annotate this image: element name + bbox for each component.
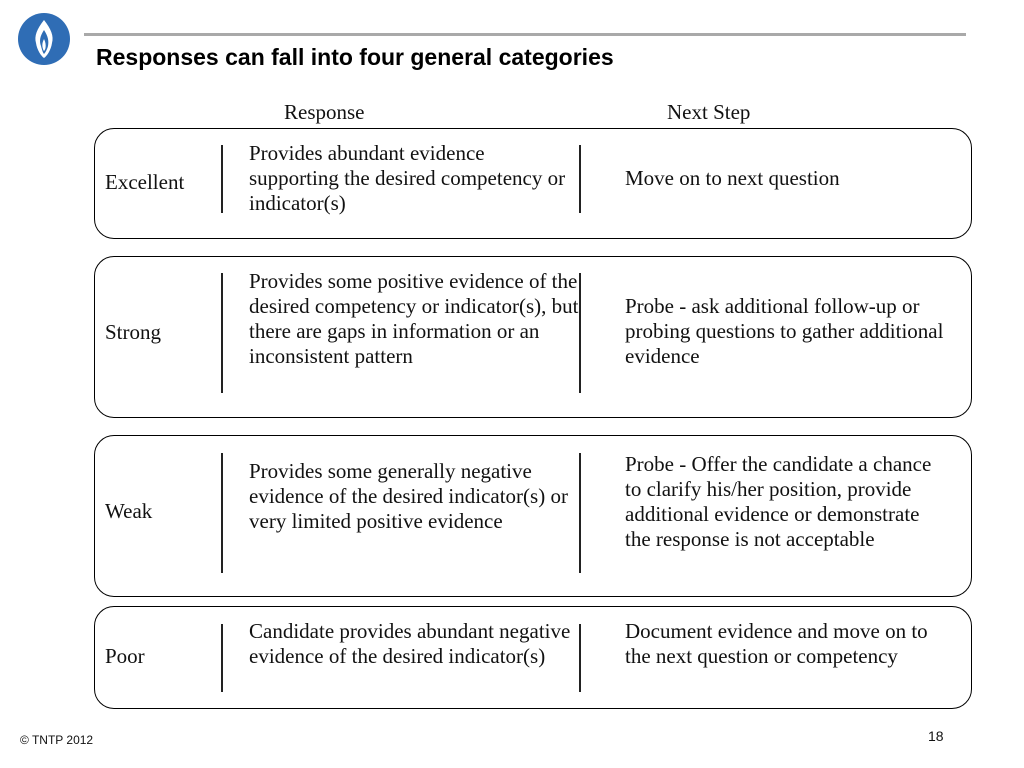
row-next-step: Probe - ask additional follow-up or probing questions to gather additional evidence: [625, 294, 944, 368]
row-category: Strong: [105, 320, 162, 344]
top-divider: [84, 33, 966, 36]
column-divider: [579, 145, 581, 213]
row-excellent: [94, 128, 972, 239]
row-next-step: Probe - Offer the candidate a chance to clarify his/her position, provide additional evidence or demonstrate the response is not acceptable: [625, 452, 932, 551]
copyright: © TNTP 2012: [20, 733, 94, 747]
page-number: 18: [928, 728, 944, 744]
row-category: Excellent: [105, 170, 185, 194]
row-response: Candidate provides abundant negative evidence of the desired indicator(s): [249, 619, 571, 668]
column-divider: [221, 624, 223, 692]
column-divider: [579, 273, 581, 393]
page-title: Responses can fall into four general categories: [96, 44, 614, 70]
row-strong: [94, 256, 972, 418]
column-divider: [579, 453, 581, 573]
row-response: Provides some generally negative evidence of the desired indicator(s) or very limited positive evidence: [249, 459, 568, 533]
flame-icon: [17, 12, 71, 66]
column-header-next-step: Next Step: [667, 100, 751, 124]
column-divider: [221, 145, 223, 213]
column-divider: [579, 624, 581, 692]
column-divider: [221, 273, 223, 393]
row-weak: [94, 435, 972, 597]
column-divider: [221, 453, 223, 573]
row-next-step: Move on to next question: [625, 166, 840, 190]
row-response: Provides some positive evidence of the desired competency or indicator(s), but there are gaps in information or an inconsistent pattern: [249, 269, 579, 368]
row-category: Weak: [105, 499, 153, 523]
row-next-step: Document evidence and move on to the next question or competency: [625, 619, 928, 668]
row-poor: [94, 606, 972, 709]
column-header-response: Response: [284, 100, 365, 124]
row-category: Poor: [105, 644, 145, 668]
row-response: Provides abundant evidence supporting the desired competency or indicator(s): [249, 141, 566, 215]
